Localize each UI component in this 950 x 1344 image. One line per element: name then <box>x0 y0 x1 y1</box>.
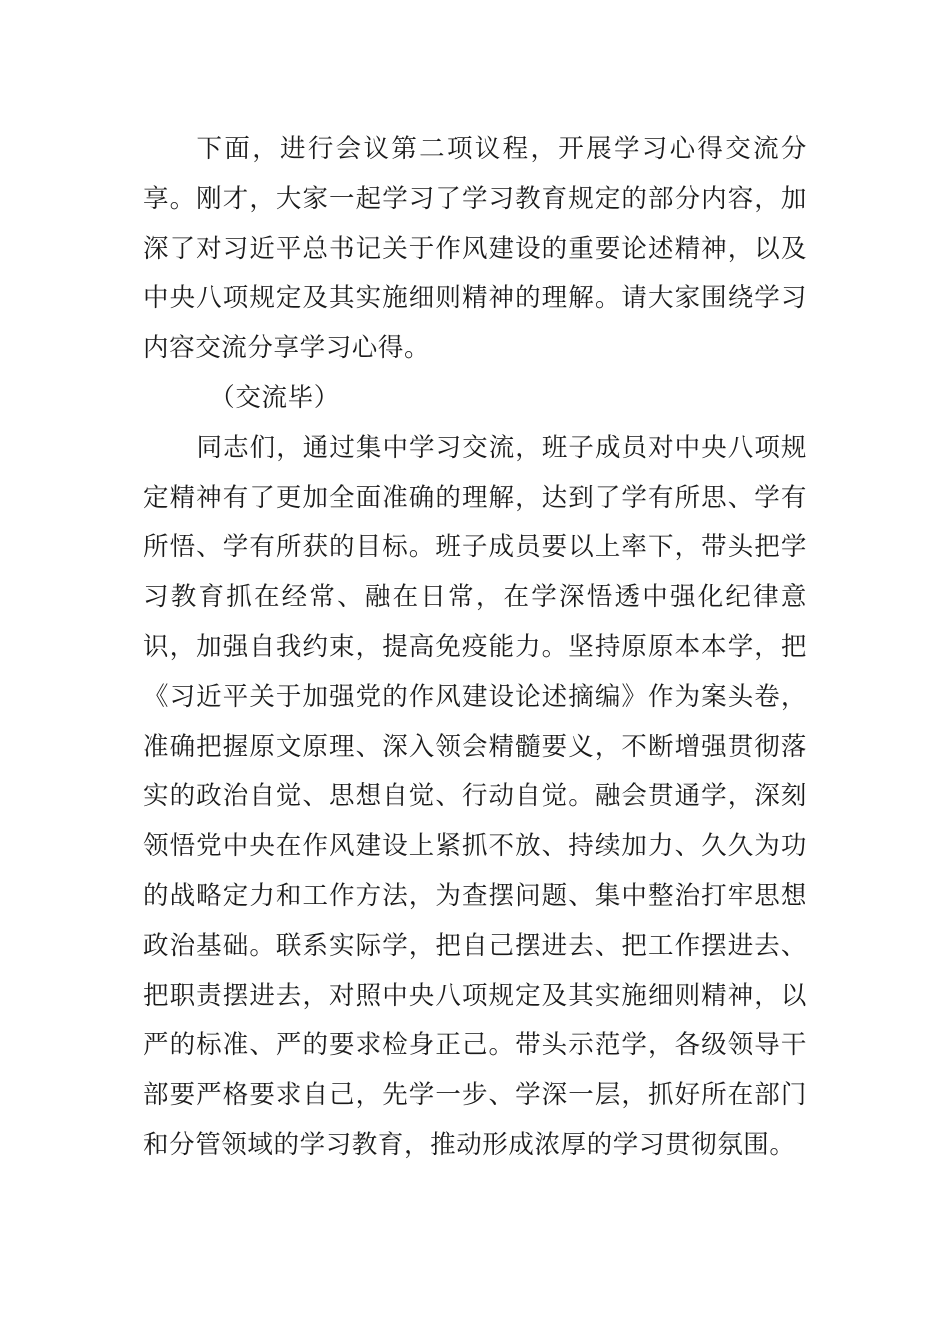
paragraph-summary: 同志们，通过集中学习交流，班子成员对中央八项规定精神有了更加全面准确的理解，达到了学有所思、学有所悟、学有所获的目标。班子成员要以上率下，带头把学习教育抓在经常、融在日常，在学深悟透中强化纪律意识，加强自我约束，提高免疫能力。坚持原原本本学，把《习近平关于加强党的作风建设论述摘编》作为案头卷，准确把握原文原理、深入领会精髓要义，不断增强贯彻落实的政治自觉、思想自觉、行动自觉。融会贯通学，深刻领悟党中央在作风建设上紧抓不放、持续加力、久久为功的战略定力和工作方法，为查摆问题、集中整治打牢思想政治基础。联系实际学，把自己摆进去、把工作摆进去、把职责摆进去，对照中央八项规定及其实施细则精神，以严的标准、严的要求检身正己。带头示范学，各级领导干部要严格要求自己，先学一步、学深一层，抓好所在部门和分管领域的学习教育，推动形成浓厚的学习贯彻氛围。 <box>143 432 807 1160</box>
document-body <box>143 125 807 1171</box>
paragraph-agenda: 下面，进行会议第二项议程，开展学习心得交流分享。刚才，大家一起学习了学习教育规定的部分内容，加深了对习近平总书记关于作风建设的重要论述精神，以及中央八项规定及其实施细则精神的理解。请大家围绕学习内容交流分享学习心得。 <box>143 134 807 364</box>
paragraph-exchange-note: （交流毕） <box>209 382 340 413</box>
